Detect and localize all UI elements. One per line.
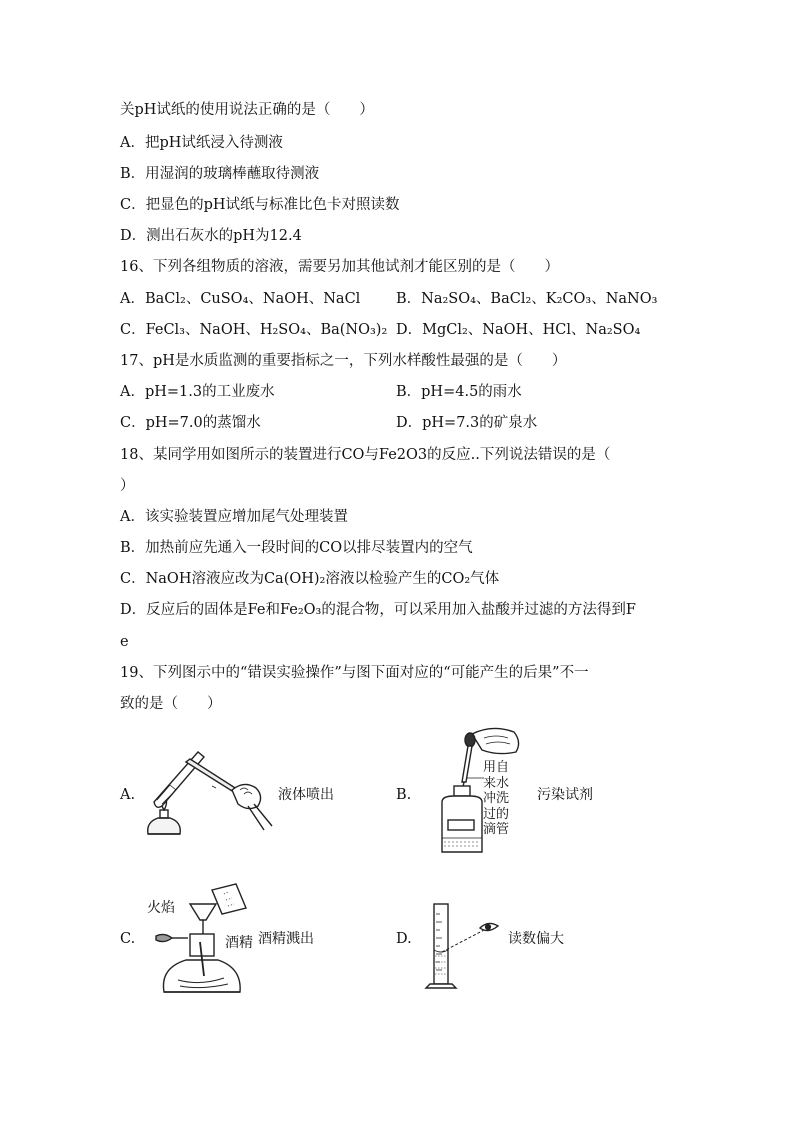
q18-option-b: B．加热前应先通入一段时间的CO以排尽装置内的空气 bbox=[120, 540, 473, 556]
q15-option-a: A．把pH试纸浸入待测液 bbox=[120, 135, 283, 151]
q17-option-b: B．pH=4.5的雨水 bbox=[396, 384, 522, 400]
q16-option-b: B．Na₂SO₄、BaCl₂、K₂CO₃、NaNO₃ bbox=[396, 291, 658, 307]
q16-option-a: A．BaCl₂、CuSO₄、NaOH、NaCl bbox=[120, 291, 361, 307]
q17-option-c: C．pH=7.0的蒸馏水 bbox=[120, 415, 261, 431]
q19-figure-d-caption: 读数偏大 bbox=[508, 931, 564, 947]
q19-stem-line1: 19、下列图示中的“错误实验操作”与图下面对应的“可能产生的后果”不一 bbox=[120, 665, 589, 681]
q17-stem: 17、pH是水质监测的重要指标之一，下列水样酸性最强的是（ ） bbox=[120, 353, 567, 369]
q19-figure-c-alcohol-label: 酒精 bbox=[225, 935, 253, 951]
q18-option-c: C．NaOH溶液应改为Ca(OH)₂溶液以检验产生的CO₂气体 bbox=[120, 571, 500, 587]
q15-option-d: D．测出石灰水的pH为12.4 bbox=[120, 228, 302, 244]
q19-figure-d-label: D. bbox=[396, 931, 412, 947]
q19-figure-a-caption: 液体喷出 bbox=[278, 787, 334, 803]
q17-option-d: D．pH=7.3的矿泉水 bbox=[396, 415, 538, 431]
q17-option-a: A．pH=1.3的工业废水 bbox=[120, 384, 275, 400]
q15-option-c: C．把显色的pH试纸与标准比色卡对照读数 bbox=[120, 197, 400, 213]
q18-option-d-line1: D．反应后的固体是Fe和Fe₂O₃的混合物，可以采用加入盐酸并过滤的方法得到F bbox=[120, 602, 636, 618]
q15-stem: 关pH试纸的使用说法正确的是（ ） bbox=[120, 102, 374, 118]
q19-figure-c-label: C. bbox=[120, 931, 136, 947]
q19-figure-b-dropper-note: 用自来水冲洗过的滴管 bbox=[483, 760, 510, 837]
q16-option-c: C．FeCl₃、NaOH、H₂SO₄、Ba(NO₃)₂ bbox=[120, 322, 388, 338]
q19-figure-c-flame-label: 火焰 bbox=[147, 900, 175, 916]
figure-a-heating-test-tube bbox=[140, 742, 280, 842]
q18-stem-line2: ） bbox=[120, 478, 135, 494]
q16-option-d: D．MgCl₂、NaOH、HCl、Na₂SO₄ bbox=[396, 322, 641, 338]
figure-d-graduated-cylinder bbox=[422, 900, 506, 992]
q18-option-a: A．该实验装置应增加尾气处理装置 bbox=[120, 509, 348, 525]
q19-figure-b-caption: 污染试剂 bbox=[537, 787, 593, 803]
q18-option-d-line2: e bbox=[120, 634, 129, 650]
q18-stem-line1: 18、某同学用如图所示的装置进行CO与Fe2O3的反应..下列说法错误的是（ bbox=[120, 447, 611, 463]
q15-option-b: B．用湿润的玻璃棒蘸取待测液 bbox=[120, 166, 320, 182]
q19-figure-c-caption: 酒精溅出 bbox=[258, 931, 314, 947]
q19-figure-a-label: A. bbox=[120, 787, 136, 803]
q19-stem-line2: 致的是（ ） bbox=[120, 696, 222, 712]
q19-figure-b-label: B. bbox=[396, 787, 412, 803]
q16-stem: 16、下列各组物质的溶液，需要另加其他试剂才能区别的是（ ） bbox=[120, 259, 559, 275]
